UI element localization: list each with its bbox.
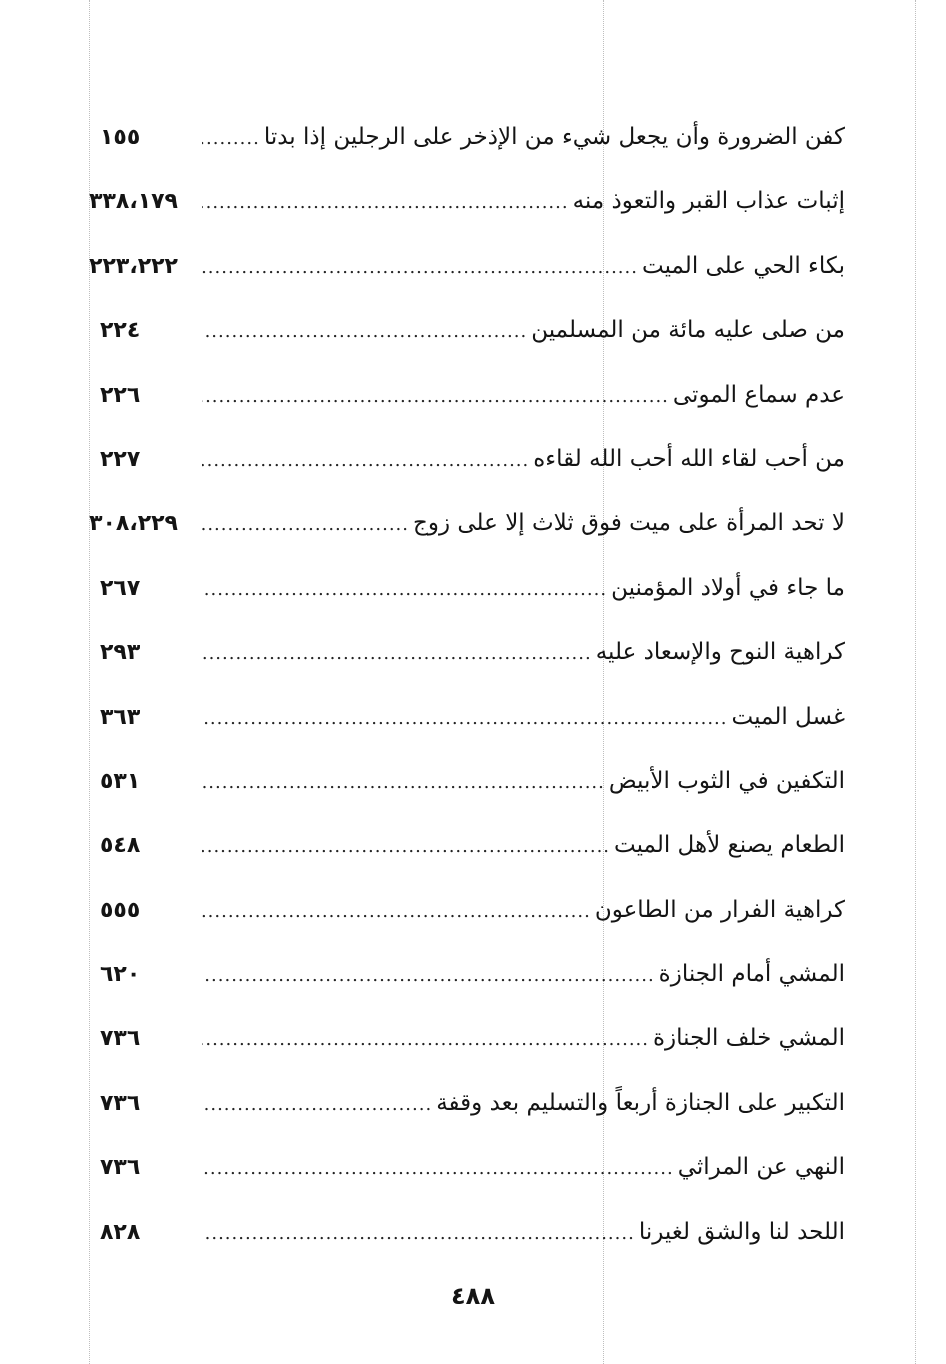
index-entry	[89, 169, 845, 233]
index-entry	[100, 298, 845, 362]
entry-title: التكفين في الثوب الأبيض	[608, 767, 845, 794]
entry-title: كفن الضرورة وأن يجعل شيء من الإذخر على الرجلين إذا بدتا	[263, 124, 845, 150]
entry-page-numbers: ٢٢٣،٢٢٢	[89, 253, 178, 279]
index-list	[89, 105, 845, 1264]
entry-page-numbers: ٧٣٦	[100, 1155, 141, 1181]
dot-leader	[202, 365, 669, 429]
dot-leader	[202, 622, 592, 686]
entry-page-numbers: ٢٢٤	[100, 318, 141, 344]
entry-title: المشي أمام الجنازة	[658, 961, 845, 988]
entry-title: إثبات عذاب القبر والتعوذ منه	[572, 188, 845, 215]
index-entry	[100, 942, 845, 1006]
entry-page-numbers: ٧٣٦	[100, 1090, 141, 1116]
dot-leader	[202, 1137, 674, 1201]
entry-page-numbers: ٧٣٦	[100, 1026, 141, 1052]
index-entry	[100, 556, 845, 620]
dot-leader	[202, 300, 527, 364]
dot-leader	[202, 558, 607, 622]
entry-title: بكاء الحي على الميت	[641, 252, 845, 279]
dot-leader	[202, 944, 655, 1008]
dot-leader	[202, 1073, 432, 1137]
entry-title: عدم سماع الموتى	[672, 381, 845, 408]
index-entry	[100, 105, 845, 169]
index-entry	[100, 1135, 845, 1199]
dot-leader	[202, 107, 260, 171]
entry-page-numbers: ٦٢٠	[100, 962, 141, 988]
dot-leader	[202, 1202, 635, 1266]
index-entry	[100, 427, 845, 491]
entry-page-numbers: ٢٦٧	[100, 575, 141, 601]
index-entry	[100, 749, 845, 813]
entry-page-numbers: ٥٥٥	[100, 897, 141, 923]
entry-page-numbers: ٢٢٦	[100, 382, 141, 408]
entry-title: التكبير على الجنازة أربعاً والتسليم بعد وقفة	[436, 1089, 845, 1116]
dot-leader	[202, 815, 610, 879]
entry-title: من أحب لقاء الله أحب الله لقاءه	[533, 445, 845, 472]
index-entry	[100, 878, 845, 942]
index-entry	[89, 491, 845, 555]
index-entry	[89, 234, 845, 298]
dot-leader	[202, 880, 591, 944]
scan-guide-line	[915, 0, 916, 1364]
entry-page-numbers: ٢٢٧	[100, 446, 141, 472]
dot-leader	[202, 1008, 649, 1072]
index-entry	[100, 363, 845, 427]
index-entry	[100, 1006, 845, 1070]
index-entry	[100, 1071, 845, 1135]
entry-page-numbers: ٣٣٨،١٧٩	[89, 189, 178, 215]
dot-leader	[202, 493, 409, 557]
index-entry	[100, 685, 845, 749]
entry-page-numbers: ٨٢٨	[100, 1219, 141, 1245]
entry-title: كراهية النوح والإسعاد عليه	[595, 639, 845, 666]
dot-leader	[202, 751, 605, 815]
entry-page-numbers: ٢٩٣	[100, 640, 141, 666]
entry-title: ما جاء في أولاد المؤمنين	[611, 574, 845, 601]
entry-title: النهي عن المراثي	[677, 1154, 845, 1181]
entry-title: الطعام يصنع لأهل الميت	[614, 832, 845, 859]
entry-page-numbers: ٥٣١	[100, 768, 141, 794]
index-entry	[100, 1200, 845, 1264]
dot-leader	[202, 687, 728, 751]
entry-page-numbers: ٣٠٨،٢٢٩	[89, 511, 178, 537]
entry-page-numbers: ٥٤٨	[100, 833, 141, 859]
entry-page-numbers: ١٥٥	[100, 125, 141, 150]
entry-title: المشي خلف الجنازة	[653, 1025, 845, 1052]
entry-title: غسل الميت	[731, 703, 845, 730]
entry-page-numbers: ٣٦٣	[100, 704, 141, 730]
index-entry	[100, 813, 845, 877]
index-entry	[100, 620, 845, 684]
dot-leader	[202, 236, 638, 300]
dot-leader	[202, 429, 529, 493]
dot-leader	[202, 171, 569, 235]
entry-title: كراهية الفرار من الطاعون	[594, 896, 845, 923]
entry-title: اللحد لنا والشق لغيرنا	[638, 1218, 845, 1245]
page-number: ٤٨٨	[451, 1282, 495, 1310]
entry-title: من صلى عليه مائة من المسلمين	[531, 317, 845, 344]
entry-title: لا تحد المرأة على ميت فوق ثلاث إلا على زوج	[413, 510, 845, 537]
